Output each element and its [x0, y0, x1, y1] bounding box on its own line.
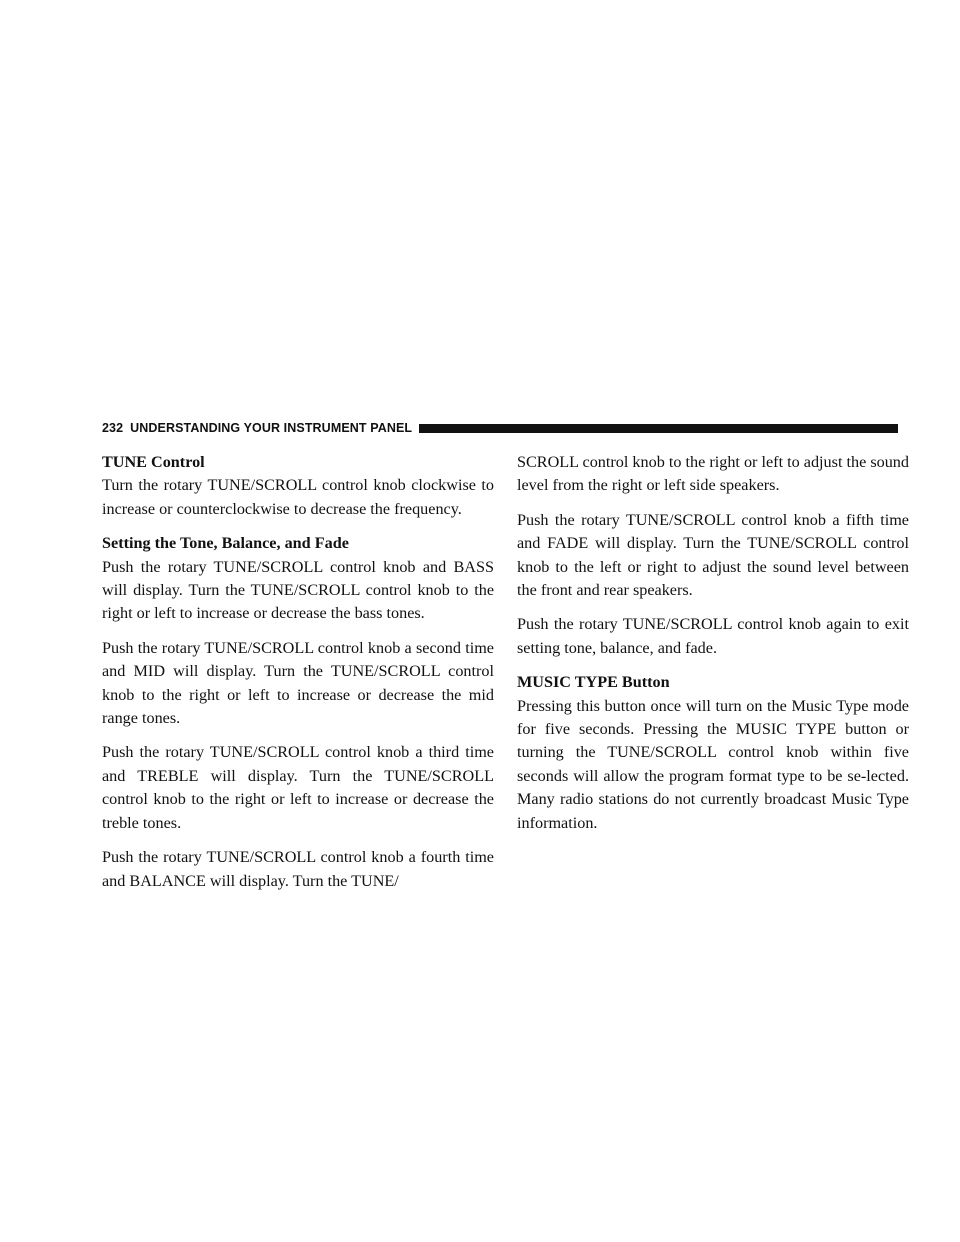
left-column [102, 451, 494, 904]
page-number: 232 [102, 421, 124, 435]
header-rule [419, 424, 898, 433]
music-type-heading: MUSIC TYPE Button [517, 673, 670, 692]
bass-paragraph: Push the rotary TUNE/SCROLL control knob and BASS will display. Turn the TUNE/SCROLL control knob to the right or left to increase or decrease the bass tones. [102, 557, 494, 623]
tune-control-paragraph: Turn the rotary TUNE/SCROLL control knob clockwise to increase or counterclockwise to decrease the frequency. [102, 476, 494, 518]
page-header [102, 420, 898, 436]
exit-setting-paragraph: Push the rotary TUNE/SCROLL control knob again to exit setting tone, balance, and fade. [517, 615, 909, 657]
music-type-paragraph: Pressing this button once will turn on the Music Type mode for five seconds. Pressing the MUSIC TYPE button or turning the TUNE/SCROLL control knob within five seconds will allow the program format type to be se-lected. Many radio stations do not currently broadcast Music Type information. [517, 696, 909, 832]
mid-paragraph: Push the rotary TUNE/SCROLL control knob a second time and MID will display. Turn the TUNE/SCROLL control knob to the right or left to increase or decrease the mid range tones. [102, 638, 494, 728]
fade-paragraph: Push the rotary TUNE/SCROLL control knob a fifth time and FADE will display. Turn the TUNE/SCROLL control knob to the left or right to adjust the sound level between the front and rear speakers. [517, 510, 909, 600]
section-title: UNDERSTANDING YOUR INSTRUMENT PANEL [130, 421, 413, 435]
balance-paragraph: Push the rotary TUNE/SCROLL control knob a fourth time and BALANCE will display. Turn the TUNE/ [102, 848, 494, 890]
tone-balance-fade-heading: Setting the Tone, Balance, and Fade [102, 534, 349, 553]
balance-paragraph-continued: SCROLL control knob to the right or left to adjust the sound level from the right or left side speakers. [517, 453, 909, 495]
music-type-section [517, 671, 909, 835]
right-column [517, 451, 909, 846]
tone-balance-fade-section [102, 532, 494, 893]
tune-control-heading: TUNE Control [102, 453, 205, 471]
treble-paragraph: Push the rotary TUNE/SCROLL control knob a third time and TREBLE will display. Turn the TUNE/SCROLL control knob to the right or left to increase or decrease the treble tones. [102, 743, 494, 832]
tune-control-section [102, 451, 494, 521]
